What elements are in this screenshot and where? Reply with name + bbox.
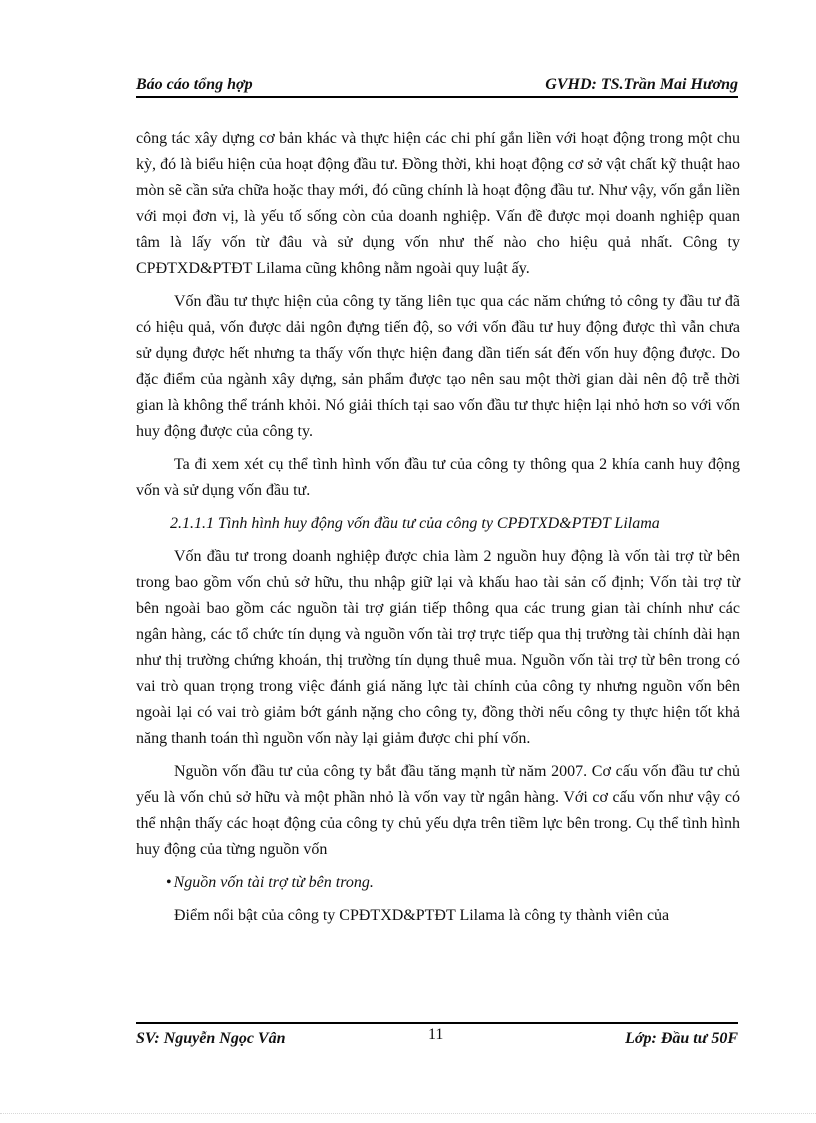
footer-student: SV: Nguyễn Ngọc Vân [136, 1030, 286, 1047]
page-edge-divider [0, 1113, 816, 1114]
page-footer [136, 1022, 738, 1052]
bullet-icon: • [166, 874, 172, 891]
paragraph: Vốn đầu tư thực hiện của công ty tăng liên tục qua các năm chứng tỏ công ty đầu tư đã có hiệu quả, vốn được dải ngôn đựng tiến độ, so với vốn đầu tư huy động được thì vẫn chưa sử dụng được hết nhưng ta thấy vốn thực hiện đang dần tiến sát đến vốn huy động được. Do đặc điểm của ngành xây dựng, sản phẩm được tạo nên sau một thời gian dài nên độ trễ thời gian là không thể tránh khỏi. Nó giải thích tại sao vốn đầu tư thực hiện lại nhỏ hơn so với vốn huy động được của công ty. [136, 293, 740, 440]
body-text [136, 126, 740, 936]
page-header [136, 74, 738, 98]
bullet-text: Nguồn vốn tài trợ từ bên trong. [173, 874, 374, 891]
paragraph: công tác xây dựng cơ bản khác và thực hiện các chi phí gắn liền với hoạt động trong một chu kỳ, đó là biểu hiện của hoạt động đầu tư. Đồng thời, khi hoạt động cơ sở vật chất kỹ thuật hao mòn sẽ cần sửa chữa hoặc thay mới, đó cũng chính là hoạt động đầu tư. Như vậy, vốn gắn liền với mọi đơn vị, là yếu tố sống còn của doanh nghiệp. Vấn đề được mọi doanh nghiệp quan tâm là lấy vốn từ đâu và sử dụng vốn như thế nào cho hiệu quả nhất. Công ty CPĐTXD&PTĐT Lilama cũng không nằm ngoài quy luật ấy. [136, 130, 740, 277]
paragraph: Ta đi xem xét cụ thể tình hình vốn đầu tư của công ty thông qua 2 khía canh huy động vốn và sử dụng vốn đầu tư. [136, 456, 740, 499]
section-subheading: 2.1.1.1 Tình hình huy động vốn đầu tư của công ty CPĐTXD&PTĐT Lilama [170, 515, 660, 532]
bullet-item [136, 870, 740, 896]
header-supervisor: GVHD: TS.Trần Mai Hương [545, 76, 738, 93]
paragraph: Điểm nổi bật của công ty CPĐTXD&PTĐT Lilama là công ty thành viên của [174, 907, 670, 924]
page-number: 11 [428, 1026, 444, 1043]
header-report-title: Báo cáo tổng hợp [136, 76, 253, 93]
paragraph: Vốn đầu tư trong doanh nghiệp được chia làm 2 nguồn huy động là vốn tài trợ từ bên trong bao gồm vốn chủ sở hữu, thu nhập giữ lại và khấu hao tài sản cố định; Vốn tài trợ từ bên ngoài bao gồm các nguồn tài trợ gián tiếp thông qua các trung gian tài chính như các ngân hàng, các tổ chức tín dụng và nguồn vốn tài trợ trực tiếp qua thị trường tài chính dài hạn như thị trường chứng khoán, thị trường tín dụng thuê mua. Nguồn vốn tài trợ từ bên trong có vai trò quan trọng trong việc đánh giá năng lực tài chính của công ty nhưng nguồn vốn bên ngoài lại có vai trò giảm bớt gánh nặng cho công ty, đồng thời nếu công ty thực hiện tốt khả năng thanh toán thì nguồn vốn này lại giảm được chi phí vốn. [136, 548, 740, 747]
paragraph: Nguồn vốn đầu tư của công ty bắt đầu tăng mạnh từ năm 2007. Cơ cấu vốn đầu tư chủ yếu là vốn chủ sở hữu và một phần nhỏ là vốn vay từ ngân hàng. Với cơ cấu vốn như vậy có thể nhận thấy các hoạt động của công ty chủ yếu dựa trên tiềm lực bên trong. Cụ thể tình hình huy động của từng nguồn vốn [136, 763, 740, 858]
footer-class: Lớp: Đầu tư 50F [625, 1030, 738, 1047]
